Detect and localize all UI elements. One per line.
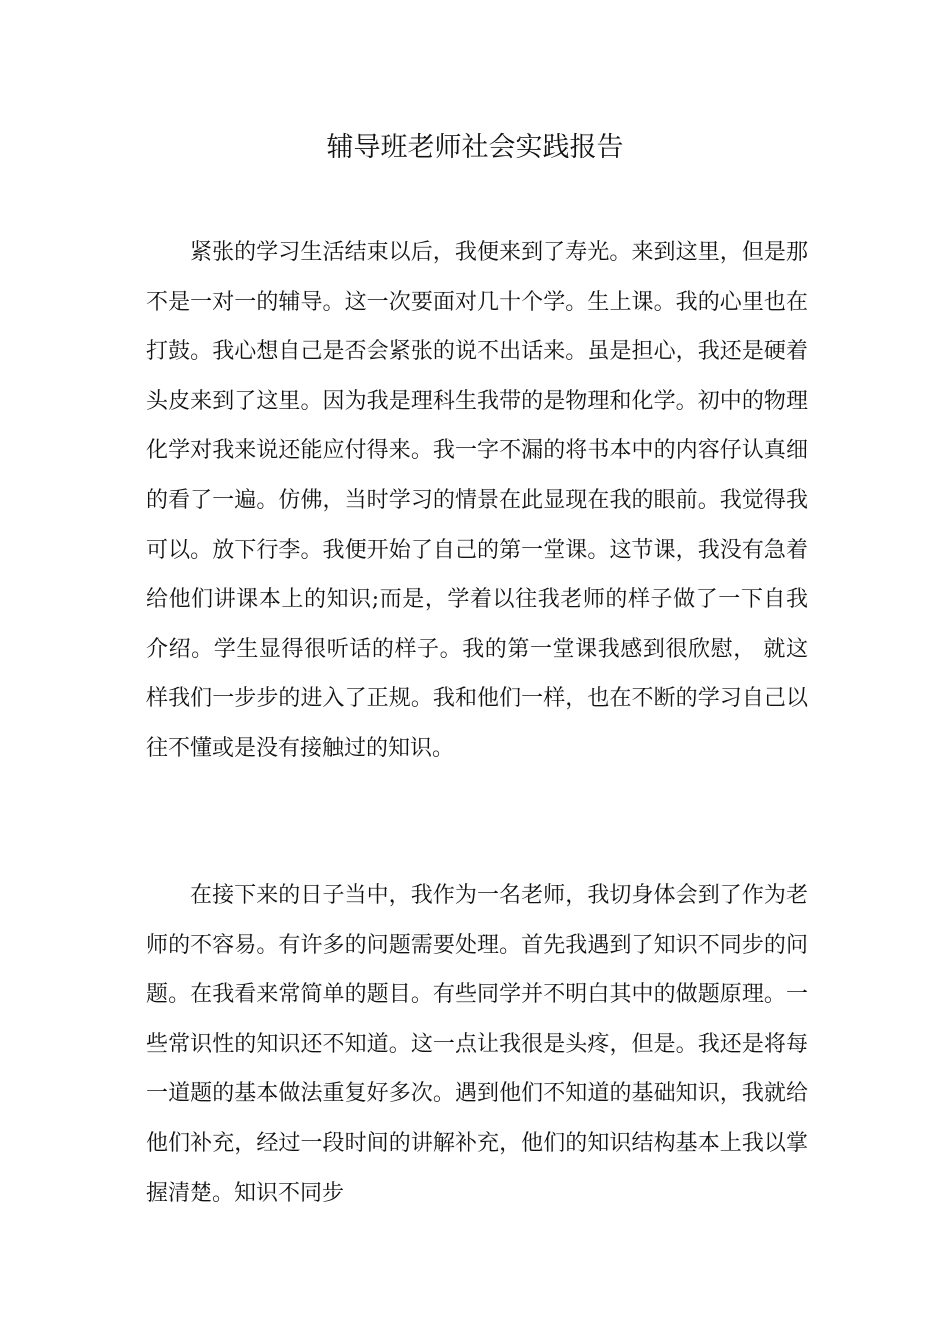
document-title: 辅导班老师社会实践报告 <box>326 132 624 163</box>
body-paragraph-1: 紧张的学习生活结束以后，我便来到了寿光。来到这里，但是那不是一对一的辅导。这一次要面对几十个学。生上课。我的心里也在打鼓。我心想自己是否会紧张的说不出话来。虽是担心，我还是硬着头皮来到了这里。因为我是理科生我带的是物理和化学。初中的物理化学对我来说还能应付得来。我一字不漏的将书本中的内容仔认真细的看了一遍。仿佛，当时学习的情景在此显现在我的眼前。我觉得我可以。放下行李。我便开始了自己的第一堂课。这节课，我没有急着给他们讲课本上的知识;而是，学着以往我老师的样子做了一下自我介绍。学生显得很听话的样子。我的第一堂课我感到很欣慰， 就这样我们一步步的进入了正规。我和他们一样，也在不断的学习自己以往不懂或是没有接触过的知识。 <box>146 240 808 761</box>
body-paragraph-2: 在接下来的日子当中，我作为一名老师，我切身体会到了作为老师的不容易。有许多的问题需要处理。首先我遇到了知识不同步的问题。在我看来常简单的题目。有些同学并不明白其中的做题原理。一些常识性的知识还不知道。这一点让我很是头疼，但是。我还是将每一道题的基本做法重复好多次。遇到他们不知道的基础知识，我就给他们补充，经过一段时间的讲解补充，他们的知识结构基本上我以掌握清楚。知识不同步 <box>146 883 808 1206</box>
